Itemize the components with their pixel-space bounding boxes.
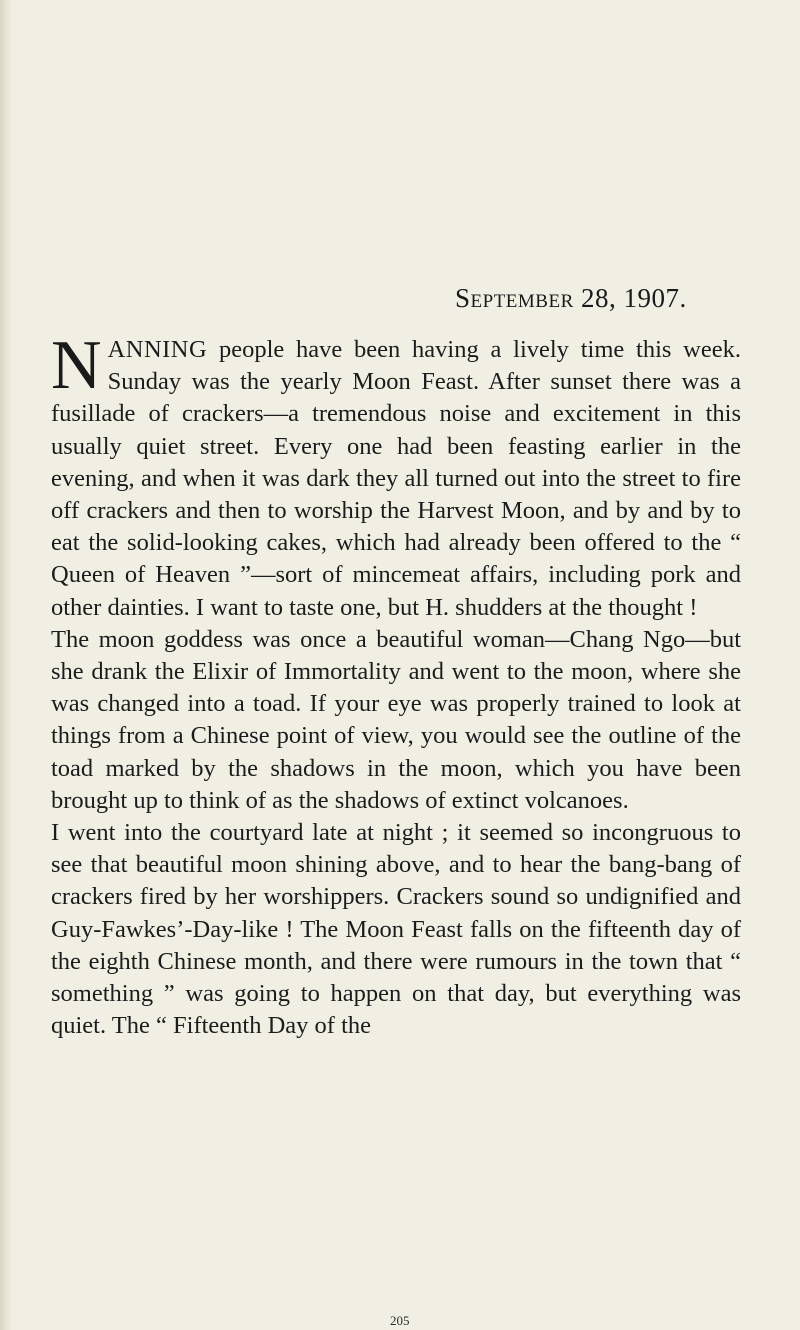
entry-date-heading: September 28, 1907. <box>455 283 687 313</box>
paragraph-3: I went into the courtyard late at night ; it seemed so incongruous to see that beautiful moon shining above, and to hear the bang-bang of crackers fired by her worshippers. Crackers sound so undignified and Guy-Fawkes’-Day-like ! The Moon Feast falls on the fifteenth day of the eighth Chinese month, and there were rumours in the town that “ something ” was going to happen on that day, but everything was quiet. The “ Fifteenth Day of the <box>51 819 741 1040</box>
page-gutter-shadow <box>0 0 12 1330</box>
paragraph-1 <box>51 327 741 624</box>
page-number: 205 <box>390 1313 410 1328</box>
body-text <box>51 327 741 1042</box>
paragraph-2: The moon goddess was once a beautiful woman—Chang Ngo—but she drank the Elixir of Immortality and went to the moon, where she was changed into a toad. If your eye was properly trained to look at things from a Chinese point of view, you would see the outline of the toad marked by the shadows in the moon, which you have been brought up to think of as the shadows of extinct volcanoes. <box>51 625 741 814</box>
opening-word: ANNING <box>107 336 208 363</box>
paragraph-1-text: people have been having a lively time this week. Sunday was the yearly Moon Feast. After sunset there was a fusillade of crackers—a tremendous noise and excitement in this usually quiet street. Every one had been feasting earlier in the evening, and when it was dark they all turned out into the street to fire off crackers and then to worship the Harvest Moon, and by and by to eat the solid-looking cakes, which had already been offered to the “ Queen of Heaven ”—sort of mincemeat affairs, including pork and other dainties. I want to taste one, but H. shudders at the thought ! <box>51 336 741 621</box>
drop-cap-letter: N <box>51 327 102 404</box>
